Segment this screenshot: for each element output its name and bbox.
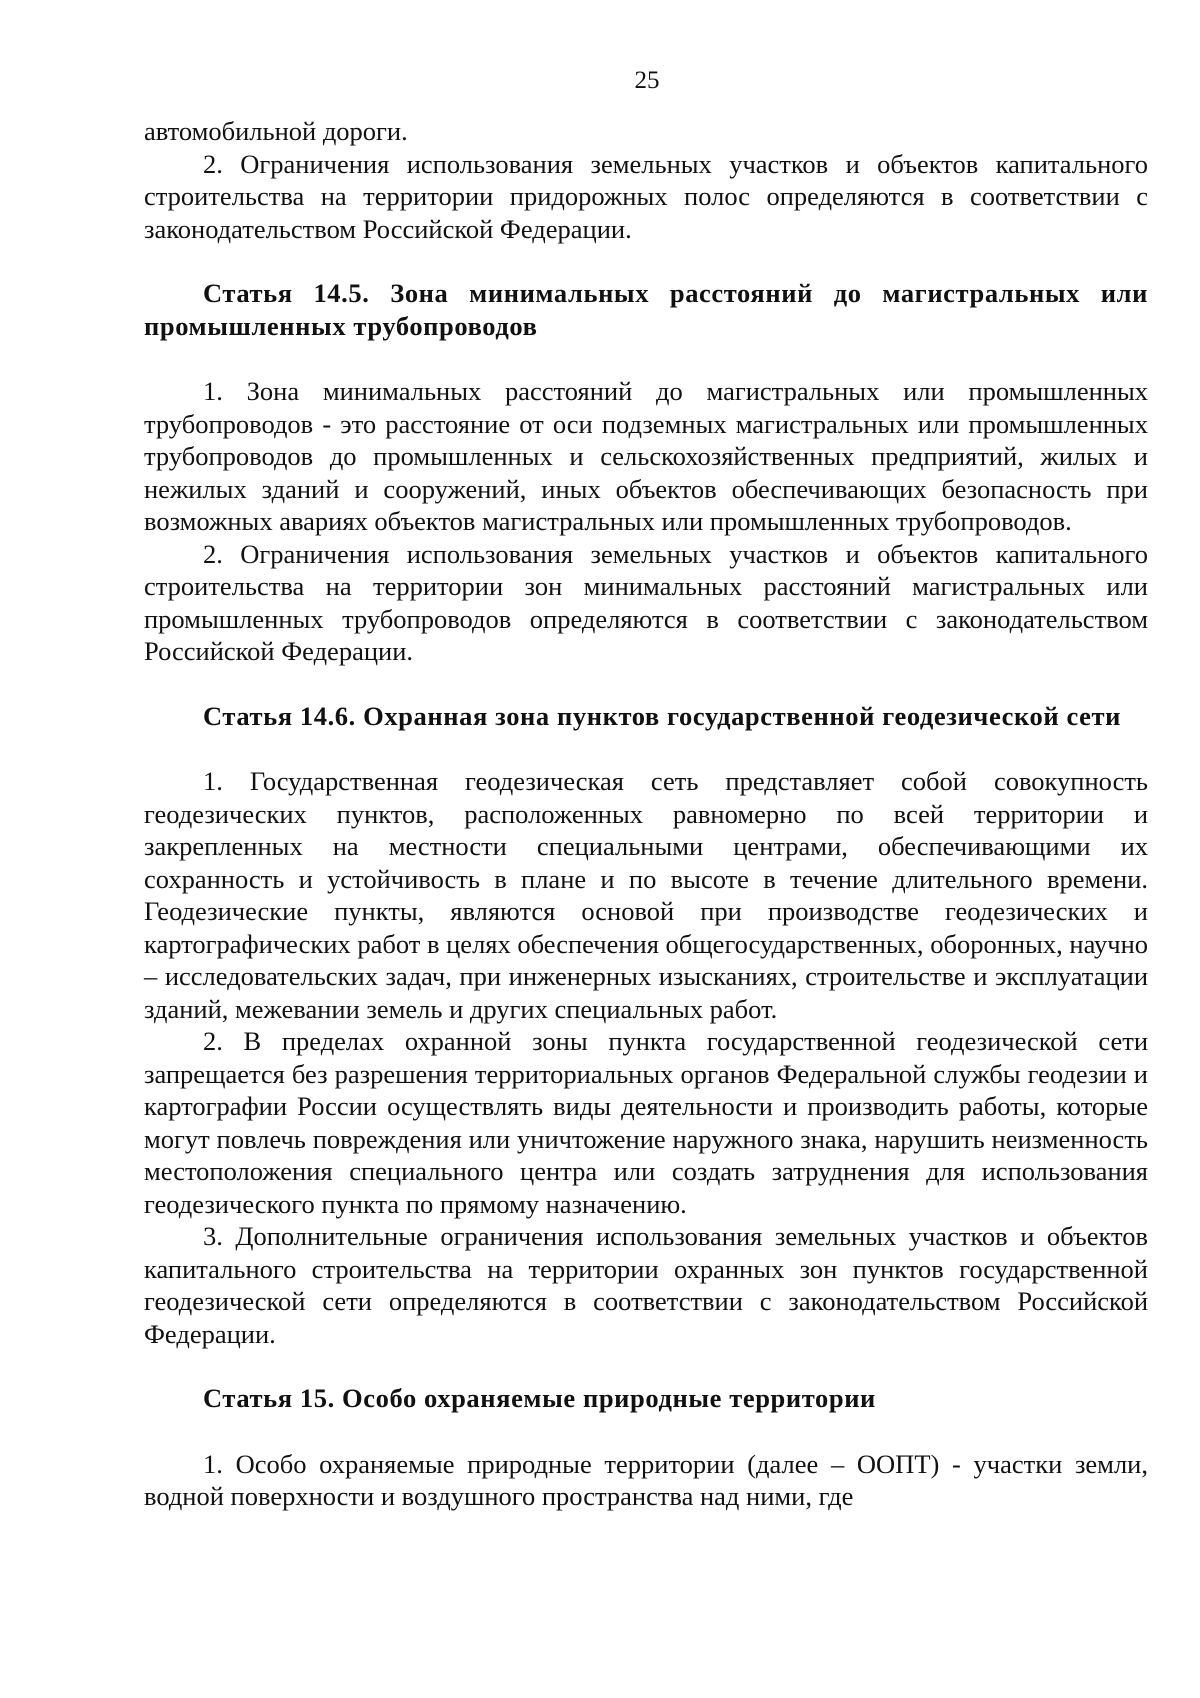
page-number: 25 bbox=[634, 67, 660, 94]
spacer bbox=[144, 245, 1148, 277]
heading-article-14-6: Статья 14.6. Охранная зона пунктов государственной геодезической сети bbox=[203, 700, 1121, 731]
spacer bbox=[144, 1415, 1148, 1448]
paragraph-pipeline-zone-definition: 1. Зона минимальных расстояний до магистральных или промышленных трубопроводов - это расстояние от оси подземных магистральных или промышленных трубопроводов до промышленных и сельскохозяйственных предприятий, жилых и нежилых зданий и сооружений, иных объектов обеспечивающих безопасность при возможных авариях объектов магистральных или промышленных трубопроводов. bbox=[144, 376, 1148, 536]
paragraph-road-ending: автомобильной дороги. bbox=[144, 116, 408, 146]
paragraph-roadside-restrictions: 2. Ограничения использования земельных участков и объектов капитального строительства на территории придорожных полос определяются в соответствии с законодательством Российской Федерации. bbox=[144, 148, 1148, 244]
spacer bbox=[144, 1350, 1148, 1382]
paragraph-geodetic-zone-prohibitions: 2. В пределах охранной зоны пункта государственной геодезической сети запрещается без разрешения территориальных органов Федеральной службы геодезии и картографии России осуществлять виды деятельности и производить работы, которые могут повлечь повреждения или уничтожение наружного знака, нарушить неизменность местоположения специального центра или создать затруднения для использования геодезического пункта по прямому назначению. bbox=[144, 1026, 1148, 1219]
spacer bbox=[144, 668, 1148, 700]
paragraph-geodetic-additional-restrictions: 3. Дополнительные ограничения использования земельных участков и объектов капитального строительства на территории охранных зон пунктов государственной геодезической сети определяются в соответствии с законодательством Российской Федерации. bbox=[144, 1221, 1148, 1349]
spacer bbox=[144, 342, 1148, 375]
paragraph-pipeline-zone-restrictions: 2. Ограничения использования земельных участков и объектов капитального строительства на территории зон минимальных расстояний магистральных или промышленных трубопроводов определяются в соответствии с законодательством Российской Федерации. bbox=[144, 538, 1148, 666]
paragraph-geodetic-network-definition: 1. Государственная геодезическая сеть представляет собой совокупность геодезических пунктов, расположенных равномерно по всей территории и закрепленных на местности специальными центрами, обеспечивающими их сохранность и устойчивость в плане и по высоте в течение длительного времени. Геодезические пункты, являются основой при производстве геодезических и картографических работ в целях обеспечения общегосударственных, оборонных, научно – исследовательских задач, при инженерных изысканиях, строительстве и эксплуатации зданий, межевании земель и других специальных работ. bbox=[144, 766, 1148, 1024]
spacer bbox=[144, 732, 1148, 765]
document-body bbox=[144, 115, 1148, 1513]
heading-article-14-5: Статья 14.5. Зона минимальных расстояний до магистральных или промышленных трубопроводов bbox=[144, 278, 1148, 341]
heading-article-15: Статья 15. Особо охраняемые природные территории bbox=[203, 1383, 876, 1413]
paragraph-protected-areas-definition: 1. Особо охраняемые природные территории (далее – ООПТ) - участки земли, водной поверхности и воздушного пространства над ними, где bbox=[144, 1448, 1148, 1511]
